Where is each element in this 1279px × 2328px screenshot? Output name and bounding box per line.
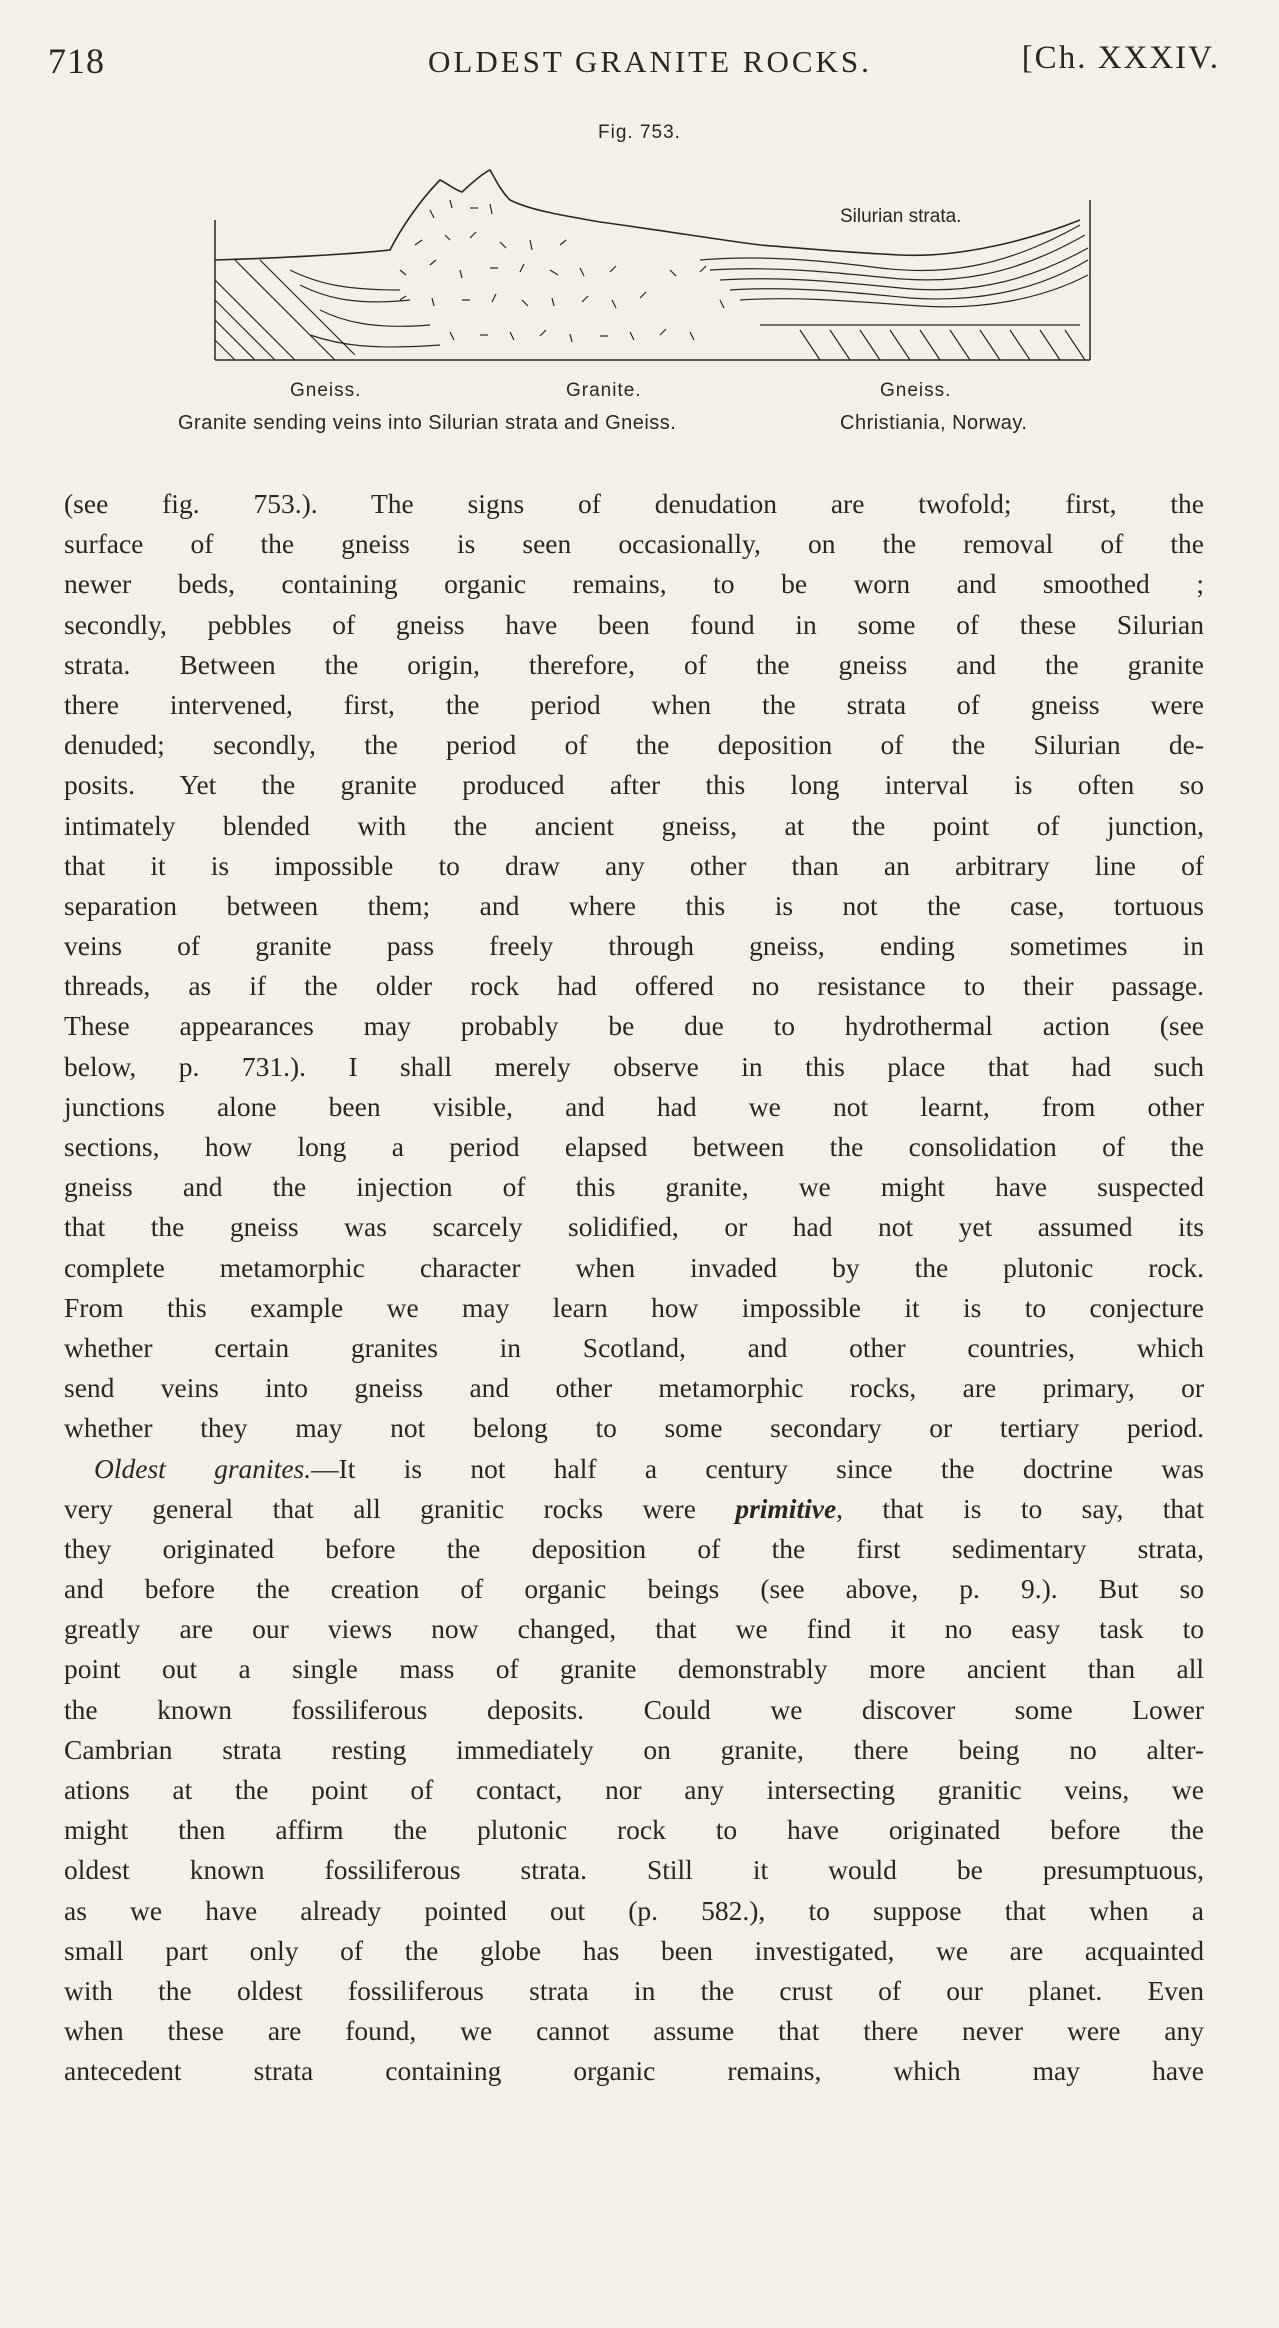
text-line: whether certain granites in Scotland, and other countries, which [64, 1331, 1204, 1363]
text-line: posits. Yet the granite produced after this long interval is often so [64, 769, 1204, 801]
text-line: gneiss and the injection of this granite, we might have suspected [64, 1171, 1204, 1203]
text-line: veins of granite pass freely through gneiss, ending sometimes in [64, 930, 1204, 962]
text-line: send veins into gneiss and other metamorphic rocks, are primary, or [64, 1372, 1204, 1404]
text-line: and before the creation of organic beings (see above, p. 9.). But so [64, 1573, 1204, 1605]
primitive-line [64, 1489, 1204, 1529]
text-line: From this example we may learn how impossible it is to conjecture [64, 1291, 1204, 1323]
geological-section-figure [200, 160, 1100, 380]
primitive-line-start: very general that all granitic rocks were [64, 1492, 696, 1524]
body-text [64, 484, 1204, 2092]
figure-part-labels [0, 380, 1279, 410]
text-line: antecedent strata containing organic remains, which may have [64, 2055, 1204, 2087]
text-line: greatly are our views now changed, that we find it no easy task to [64, 1613, 1204, 1645]
text-line: junctions alone been visible, and had we not learnt, from other [64, 1090, 1204, 1122]
gneiss-left-label: Gneiss. [290, 380, 362, 401]
text-line: (see fig. 753.). The signs of denudation are twofold; first, the [64, 488, 1204, 519]
granite-label: Granite. [566, 380, 642, 401]
text-line: threads, as if the older rock had offered no resistance to their passage. [64, 970, 1204, 1002]
section-heading: Oldest granites. [94, 1452, 312, 1484]
text-line: ations at the point of contact, nor any intersecting granitic veins, we [64, 1774, 1204, 1805]
running-title: OLDEST GRANITE ROCKS. [428, 44, 872, 79]
gneiss-right-strata [800, 330, 1085, 360]
text-line: intimately blended with the ancient gneiss, at the point of junction, [64, 809, 1204, 841]
text-line: below, p. 731.). I shall merely observe in this place that had such [64, 1050, 1204, 1082]
text-line: separation between them; and where this is not the case, tortuous [64, 889, 1204, 921]
silurian-strata-label: Silurian strata. [840, 206, 962, 227]
caption-description: Granite sending veins into Silurian strata and Gneiss. [178, 412, 677, 434]
text-line: small part only of the globe has been investigated, we are acquainted [64, 1934, 1204, 1966]
text-line: secondly, pebbles of gneiss have been found in some of these Silurian [64, 608, 1204, 640]
text-line: strata. Between the origin, therefore, of the gneiss and the granite [64, 648, 1204, 680]
text-line: that it is impossible to draw any other than an arbitrary line of [64, 849, 1204, 881]
text-line: the known fossiliferous deposits. Could we discover some Lower [64, 1693, 1204, 1725]
figure-label: Fig. 753. [598, 122, 681, 143]
text-line: there intervened, first, the period when the strata of gneiss were [64, 688, 1204, 720]
caption-location: Christiania, Norway. [840, 412, 1028, 434]
text-line: when these are found, we cannot assume that there never were any [64, 2015, 1204, 2047]
text-line: that the gneiss was scarcely solidified, or had not yet assumed its [64, 1211, 1204, 1243]
text-line: complete metamorphic character when invaded by the plutonic rock. [64, 1251, 1204, 1283]
text-line: sections, how long a period elapsed between the consolidation of the [64, 1131, 1204, 1162]
text-line: These appearances may probably be due to hydrothermal action (see [64, 1010, 1204, 1042]
text-line: surface of the gneiss is seen occasionally, on the removal of the [64, 528, 1204, 560]
primitive-word: primitive [735, 1492, 837, 1524]
section-illustration [200, 160, 1100, 380]
text-line: point out a single mass of granite demonstrably more ancient than all [64, 1653, 1204, 1685]
text-line: Cambrian strata resting immediately on granite, there being no alter- [64, 1733, 1204, 1765]
text-line: might then affirm the plutonic rock to have originated before the [64, 1814, 1204, 1846]
page-number: 718 [48, 41, 105, 81]
text-line: denuded; secondly, the period of the deposition of the Silurian de- [64, 729, 1204, 761]
text-line: newer beds, containing organic remains, to be worn and smoothed ; [64, 568, 1204, 600]
running-head [48, 40, 1220, 80]
text-line: they originated before the deposition of the first sedimentary strata, [64, 1532, 1204, 1564]
silurian-strata [700, 225, 1088, 325]
chapter-reference: [Ch. XXXIV. [1021, 40, 1220, 76]
section-first-line [64, 1449, 1204, 1489]
primitive-line-end: , that is to say, that [836, 1492, 1205, 1524]
text-line: as we have already pointed out (p. 582.), to suppose that when a [64, 1894, 1204, 1926]
section-first-line-rest: —It is not half a century since the doctrine was [311, 1452, 1204, 1484]
text-line: oldest known fossiliferous strata. Still it would be presumptuous, [64, 1854, 1204, 1886]
gneiss-right-label: Gneiss. [880, 380, 952, 401]
text-line: with the oldest fossiliferous strata in the crust of our planet. Even [64, 1974, 1204, 2006]
text-line: whether they may not belong to some secondary or tertiary period. [64, 1412, 1204, 1444]
granite-texture [400, 200, 724, 342]
gneiss-left-strata [215, 260, 440, 360]
